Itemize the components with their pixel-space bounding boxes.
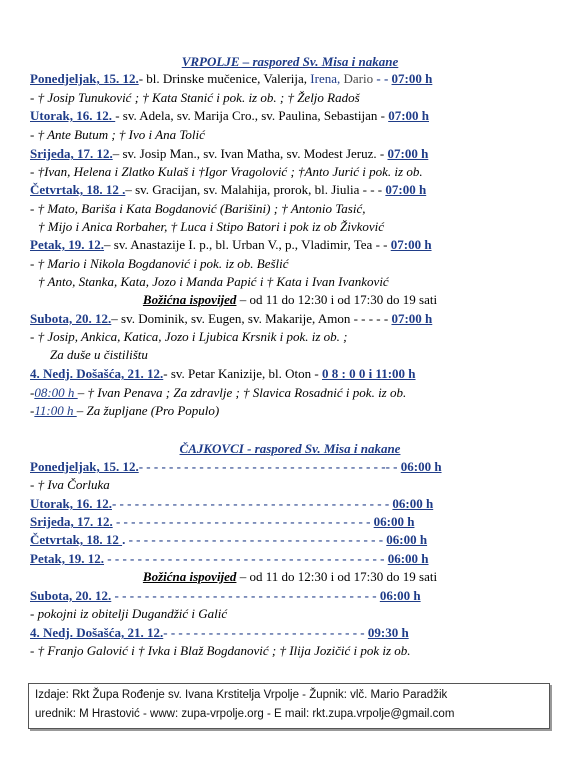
cajkovci-confession: Božićna ispovijed – od 11 do 12:30 i od 17:30 do 19 sati bbox=[142, 569, 438, 584]
cajkovci-intention-sunday: - † Franjo Galović i † Ivka i Blaž Bogdanović ; † Ilija Jozičić i pok iz ob. bbox=[30, 643, 411, 658]
cajkovci-intention-saturday: - pokojni iz obitelji Dugandžić i Galić bbox=[30, 606, 228, 621]
vrpolje-intention-sunday-0800: -08:00 h – † Ivan Penava ; Za zdravlje ; † Slavica Rosadnić i pok. iz ob. bbox=[30, 385, 407, 400]
cajkovci-day-thursday: Četvrtak, 18. 12 . - - - - - - - - - - - - - - - - - - - - - - - - - - - - - - - - - - 06:00 h bbox=[30, 532, 428, 547]
cajkovci-title: ČAJKOVCI - raspored Sv. Misa i nakane bbox=[179, 441, 401, 456]
cajkovci-day-friday: Petak, 19. 12. - - - - - - - - - - - - - - - - - - - - - - - - - - - - - - - - - - - - - 06:00 h bbox=[30, 551, 429, 566]
vrpolje-day-monday: Ponedjeljak, 15. 12.- bl. Drinske mučenice, Valerija, Irena, Dario - - 07:00 h bbox=[30, 71, 433, 86]
vrpolje-day-tuesday: Utorak, 16. 12. - sv. Adela, sv. Marija Cro., sv. Paulina, Sebastijan - 07:00 h bbox=[30, 108, 429, 123]
vrpolje-intention-friday-1: - † Mario i Nikola Bogdanović i pok. iz ob. Bešlić bbox=[30, 256, 289, 271]
cajkovci-intention-monday: - † Iva Čorluka bbox=[30, 477, 110, 492]
vrpolje-title: VRPOLJE – raspored Sv. Misa i nakane bbox=[181, 54, 399, 69]
vrpolje-intention-tuesday: - † Ante Butum ; † Ivo i Ana Tolić bbox=[30, 127, 205, 142]
cajkovci-day-tuesday: Utorak, 16. 12.- - - - - - - - - - - - - - - - - - - - - - - - - - - - - - - - - - - - - 06:00 h bbox=[30, 496, 434, 511]
cajkovci-day-sunday: 4. Nedj. Došašća, 21. 12.- - - - - - - - - - - - - - - - - - - - - - - - - - - 09:30 h bbox=[30, 625, 409, 640]
vrpolje-day-wednesday: Srijeda, 17. 12.– sv. Josip Man., sv. Ivan Matha, sv. Modest Jeruz. - 07:00 h bbox=[30, 146, 429, 161]
vrpolje-day-friday: Petak, 19. 12.– sv. Anastazije I. p., bl. Urban V., p., Vladimir, Tea - - 07:00 h bbox=[30, 237, 432, 252]
vrpolje-intention-saturday-1: - † Josip, Ankica, Katica, Jozo i Ljubica Krsnik i pok. iz ob. ; bbox=[30, 329, 348, 344]
vrpolje-intention-friday-2: † Anto, Stanka, Kata, Jozo i Manda Papić i † Kata i Ivan Ivanković bbox=[38, 274, 389, 289]
cajkovci-day-monday: Ponedjeljak, 15. 12.- - - - - - - - - - - - - - - - - - - - - - - - - - - - - - - - -- - 06:00 h bbox=[30, 459, 442, 474]
vrpolje-confession: Božićna ispovijed – od 11 do 12:30 i od 17:30 do 19 sati bbox=[142, 292, 438, 307]
vrpolje-day-saturday: Subota, 20. 12.– sv. Dominik, sv. Eugen, sv. Makarije, Amon - - - - - 07:00 h bbox=[30, 311, 433, 326]
cajkovci-day-wednesday: Srijeda, 17. 12. - - - - - - - - - - - - - - - - - - - - - - - - - - - - - - - - - - 06:00 h bbox=[30, 514, 415, 529]
vrpolje-intention-monday: - † Josip Tunuković ; † Kata Stanić i pok. iz ob. ; † Željo Radoš bbox=[30, 90, 360, 105]
cajkovci-day-saturday: Subota, 20. 12. - - - - - - - - - - - - - - - - - - - - - - - - - - - - - - - - - - - 06:00 h bbox=[30, 588, 421, 603]
vrpolje-intention-sunday-1100: -11:00 h – Za župljane (Pro Populo) bbox=[30, 403, 220, 418]
vrpolje-intention-wednesday: - †Ivan, Helena i Zlatko Kulaš i †Igor Vragolović ; †Anto Jurić i pok. iz ob. bbox=[30, 164, 423, 179]
vrpolje-day-sunday: 4. Nedj. Došašća, 21. 12.- sv. Petar Kanizije, bl. Oton - 0 8 : 0 0 i 11:00 h bbox=[30, 366, 416, 381]
vrpolje-intention-saturday-2: Za duše u čistilištu bbox=[50, 347, 148, 362]
footer-line-publisher: Izdaje: Rkt Župa Rođenje sv. Ivana Krstitelja Vrpolje - Župnik: vlč. Mario Paradžik bbox=[35, 689, 448, 701]
vrpolje-day-thursday: Četvrtak, 18. 12 .– sv. Gracijan, sv. Malahija, prorok, bl. Jiulia - - - 07:00 h bbox=[30, 182, 427, 197]
publisher-footer bbox=[28, 683, 550, 729]
vrpolje-intention-thursday-2: † Mijo i Anica Rorbaher, † Luca i Stipo Batori i pok iz ob Živković bbox=[38, 219, 385, 234]
footer-line-contact: urednik: M Hrastović - www: zupa-vrpolje.org - E mail: rkt.zupa.vrpolje@gmail.com bbox=[35, 708, 455, 720]
vrpolje-intention-thursday-1: - † Mato, Bariša i Kata Bogdanović (Barišini) ; † Antonio Tasić, bbox=[30, 201, 366, 216]
